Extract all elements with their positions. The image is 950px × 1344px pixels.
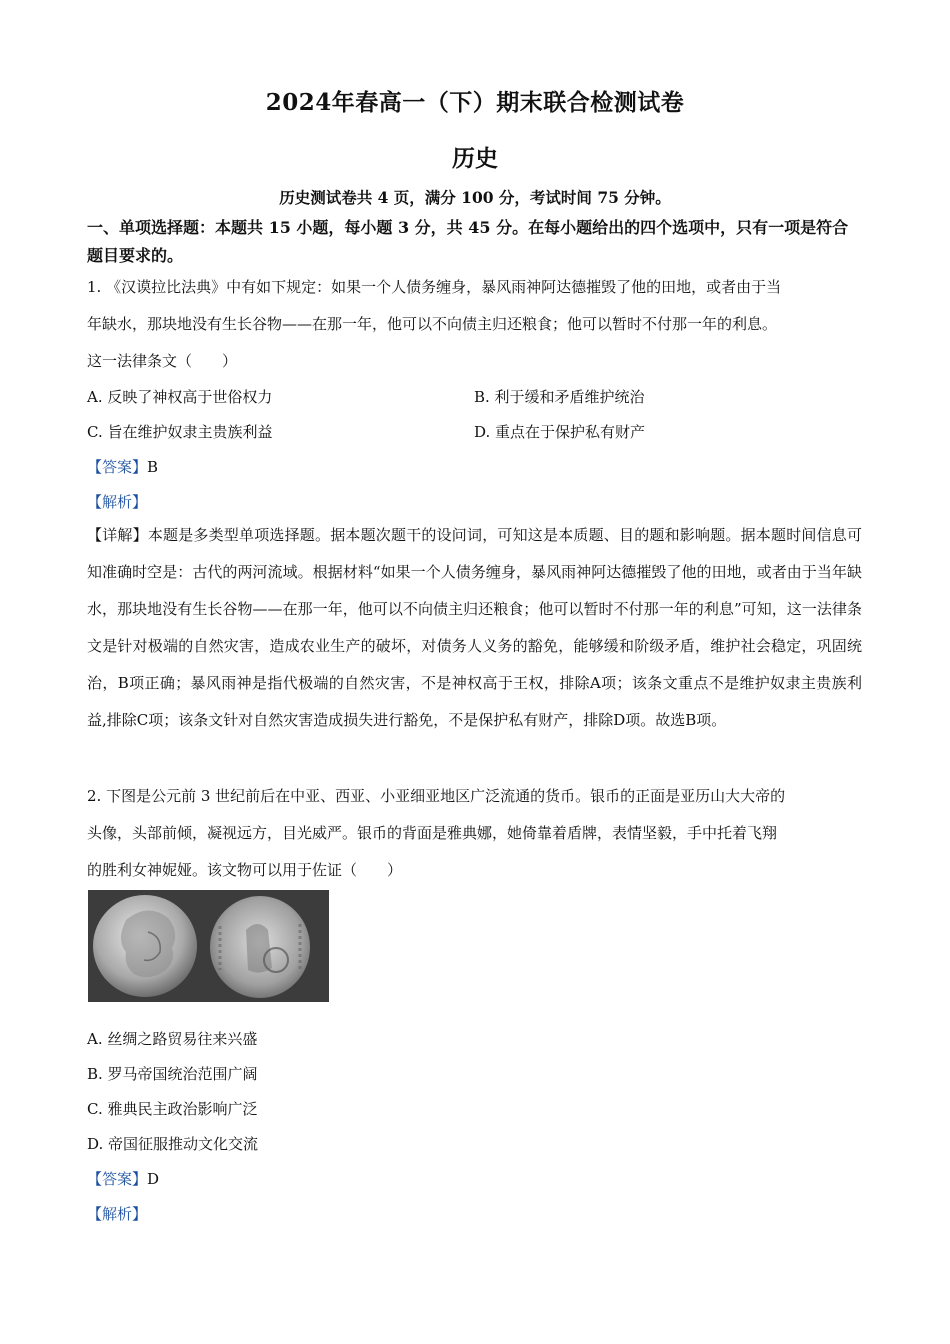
q1-stem-line3: 这一法律条文（ ）: [87, 352, 238, 370]
q2-analysis: [87, 1203, 147, 1224]
q1-option-d: D. 重点在于保护私有财产: [474, 423, 646, 441]
q2-option-d: D. 帝国征服推动文化交流: [87, 1135, 259, 1153]
q1-detail-text: 本题是多类型单项选择题。据本题次题干的设问词，可知这是本质题、目的题和影响题。据本题时间信息可知准确时空是：古代的两河流域。根据材料“如果一个人债务缠身，暴风雨神阿达德摧毁了他的田地，或者由于当年缺水，那块地没有生长谷物——在那一年，他可以不向债主归还粮食；他可以暂时不付那一年的利息”可知，这一法律条文是针对极端的自然灾害，造成农业生产的破坏，对债务人义务的豁免，能够缓和阶级矛盾，维护社会稳定，巩固统治，B项正确；暴风雨神是指代极端的自然灾害，不是神权高于王权，排除A项；该条文重点不是维护奴隶主贵族利益,排除C项；该条文针对自然灾害造成损失进行豁免，不是保护私有财产，排除D项。故选B项。: [87, 526, 862, 729]
q2-option-a: A. 丝绸之路贸易往来兴盛: [87, 1030, 258, 1048]
q2-stem-line3: 的胜利女神妮娅。该文物可以用于佐证（ ）: [87, 861, 403, 879]
q1-detail-tag: 【详解】: [87, 526, 148, 544]
athena-figure-relief: [246, 924, 272, 973]
subject-title: 历史: [452, 145, 498, 172]
exam-info: 历史测试卷共 4 页，满分 100 分，考试时间 75 分钟。: [279, 188, 671, 207]
coin-illustration: [88, 890, 329, 1002]
q1-option-c: C. 旨在维护奴隶主贵族利益: [87, 423, 273, 441]
q1-answer-value: B: [147, 458, 159, 476]
q1-option-b: B. 利于缓和矛盾维护统治: [474, 388, 645, 406]
q1-analysis-tag: 【解析】: [87, 493, 148, 511]
q2-answer-tag: 【答案】: [87, 1170, 148, 1188]
q2-stem-line2: 头像，头部前倾，凝视远方，目光威严。银币的背面是雅典娜，她倚靠着盾牌，表情坚毅，手中托着飞翔: [87, 824, 778, 842]
q1-option-a: A. 反映了神权高于世俗权力: [87, 388, 273, 406]
q2-option-c: C. 雅典民主政治影响广泛: [87, 1100, 258, 1118]
q2-answer-value: D: [147, 1170, 160, 1188]
q1-analysis: [87, 491, 147, 512]
q2-stem-line1: 2. 下图是公元前 3 世纪前后在中亚、西亚、小亚细亚地区广泛流通的货币。银币的正面是亚历山大大帝的: [87, 787, 786, 805]
section-heading: 一、单项选择题：本题共 15 小题，每小题 3 分，共 45 分。在每小题给出的四个选项中，只有一项是符合题目要求的。: [87, 218, 849, 265]
alexander-head-relief: [121, 910, 175, 977]
q2-answer: [87, 1168, 159, 1189]
q1-stem-line1: 1. 《汉谟拉比法典》中有如下规定：如果一个人债务缠身，暴风雨神阿达德摧毁了他的田地，或者由于当: [87, 278, 782, 296]
exam-title: 2024年春高一（下）期末联合检测试卷: [265, 89, 685, 116]
q1-answer-tag: 【答案】: [87, 458, 148, 476]
q1-answer: [87, 456, 158, 477]
q2-option-b: B. 罗马帝国统治范围广阔: [87, 1065, 258, 1083]
q1-stem-line2: 年缺水，那块地没有生长谷物——在那一年，他可以不向债主归还粮食；他可以暂时不付那一年的利息。: [87, 315, 778, 333]
q2-analysis-tag: 【解析】: [87, 1205, 148, 1223]
coin-photo: [88, 890, 329, 1002]
q1-detail: [87, 517, 862, 739]
